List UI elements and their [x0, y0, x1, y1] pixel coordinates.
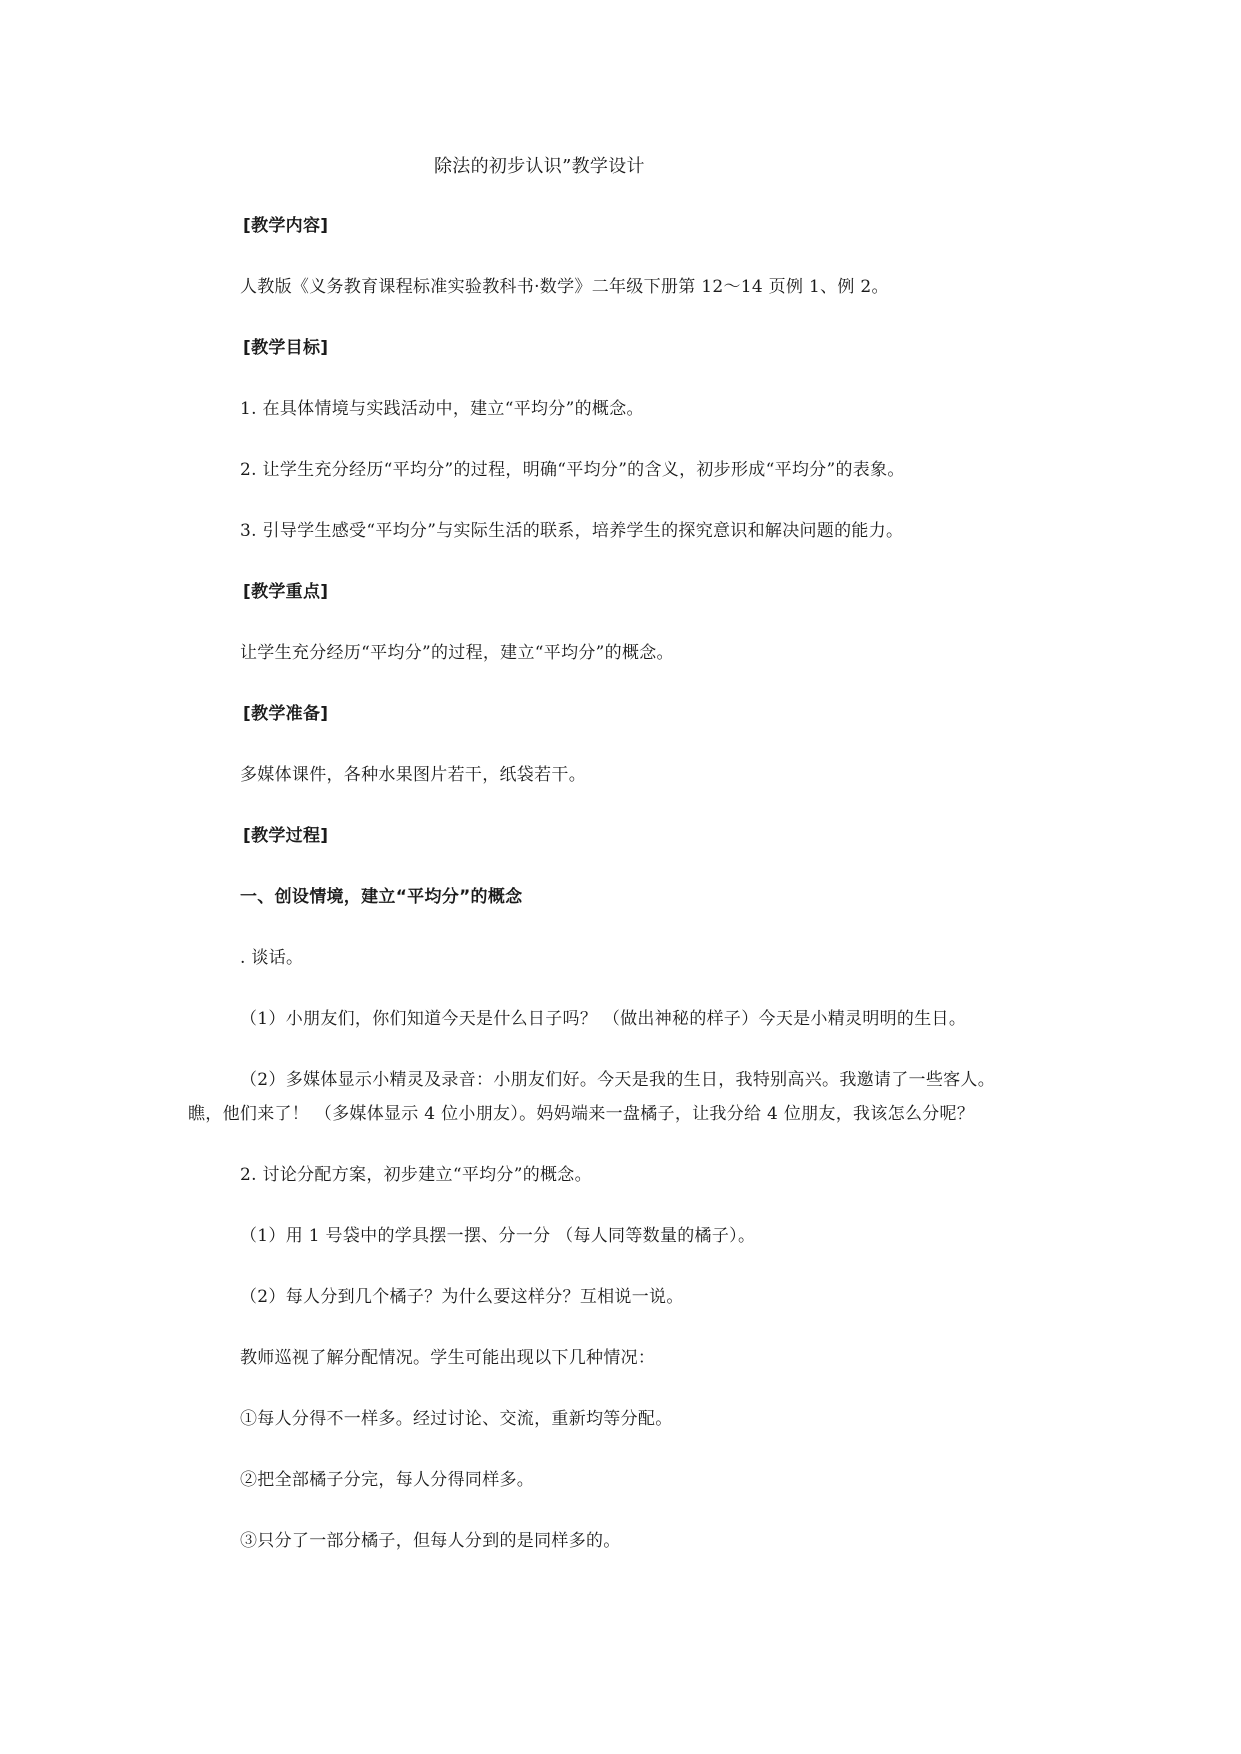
focus-text: 让学生充分经历“平均分”的过程，建立“平均分”的概念。 — [240, 643, 674, 663]
section-heading-focus: [教学重点] — [243, 582, 329, 602]
teacher-note: 教师巡视了解分配情况。学生可能出现以下几种情况： — [240, 1348, 656, 1368]
content-text: 人教版《义务教育课程标准实验教科书·数学》二年级下册第 12～14 页例 1、例 2。 — [240, 277, 889, 297]
part1-heading: 一、创设情境，建立“平均分”的概念 — [240, 887, 523, 907]
goal-item-3: 3. 引导学生感受“平均分”与实际生活的联系，培养学生的探究意识和解决问题的能力。 — [240, 521, 904, 541]
discuss-item-2: （2）每人分到几个橘子？为什么要这样分？互相说一说。 — [240, 1287, 684, 1307]
case-item-2: ②把全部橘子分完，每人分得同样多。 — [240, 1470, 535, 1490]
section-heading-content: [教学内容] — [243, 216, 329, 236]
goal-item-1: 1. 在具体情境与实践活动中，建立“平均分”的概念。 — [240, 399, 644, 419]
case-item-1: ①每人分得不一样多。经过讨论、交流，重新均等分配。 — [240, 1409, 673, 1429]
prep-text: 多媒体课件，各种水果图片若干，纸袋若干。 — [240, 765, 586, 785]
talk-item-2-line-1: （2）多媒体显示小精灵及录音：小朋友们好。今天是我的生日，我特别高兴。我邀请了一些客人。 — [240, 1070, 996, 1090]
goal-item-2: 2. 让学生充分经历“平均分”的过程，明确“平均分”的含义，初步形成“平均分”的表象。 — [240, 460, 905, 480]
section-heading-goals: [教学目标] — [243, 338, 329, 358]
talk-item: . 谈话。 — [240, 948, 304, 968]
talk-item-2-line-2: 瞧，他们来了！ （多媒体显示 4 位小朋友）。妈妈端来一盘橘子，让我分给 4 位朋友，我该怎么分呢？ — [188, 1104, 975, 1124]
section-heading-prep: [教学准备] — [243, 704, 329, 724]
case-item-3: ③只分了一部分橘子，但每人分到的是同样多的。 — [240, 1531, 621, 1551]
document-title: 除法的初步认识”教学设计 — [434, 156, 645, 177]
discuss-item-1: （1）用 1 号袋中的学具摆一摆、分一分 （每人同等数量的橘子）。 — [240, 1226, 756, 1246]
discuss-item: 2. 讨论分配方案，初步建立“平均分”的概念。 — [240, 1165, 592, 1185]
section-heading-process: [教学过程] — [243, 826, 329, 846]
talk-item-1: （1）小朋友们，你们知道今天是什么日子吗？ （做出神秘的样子）今天是小精灵明明的生日。 — [240, 1009, 967, 1029]
